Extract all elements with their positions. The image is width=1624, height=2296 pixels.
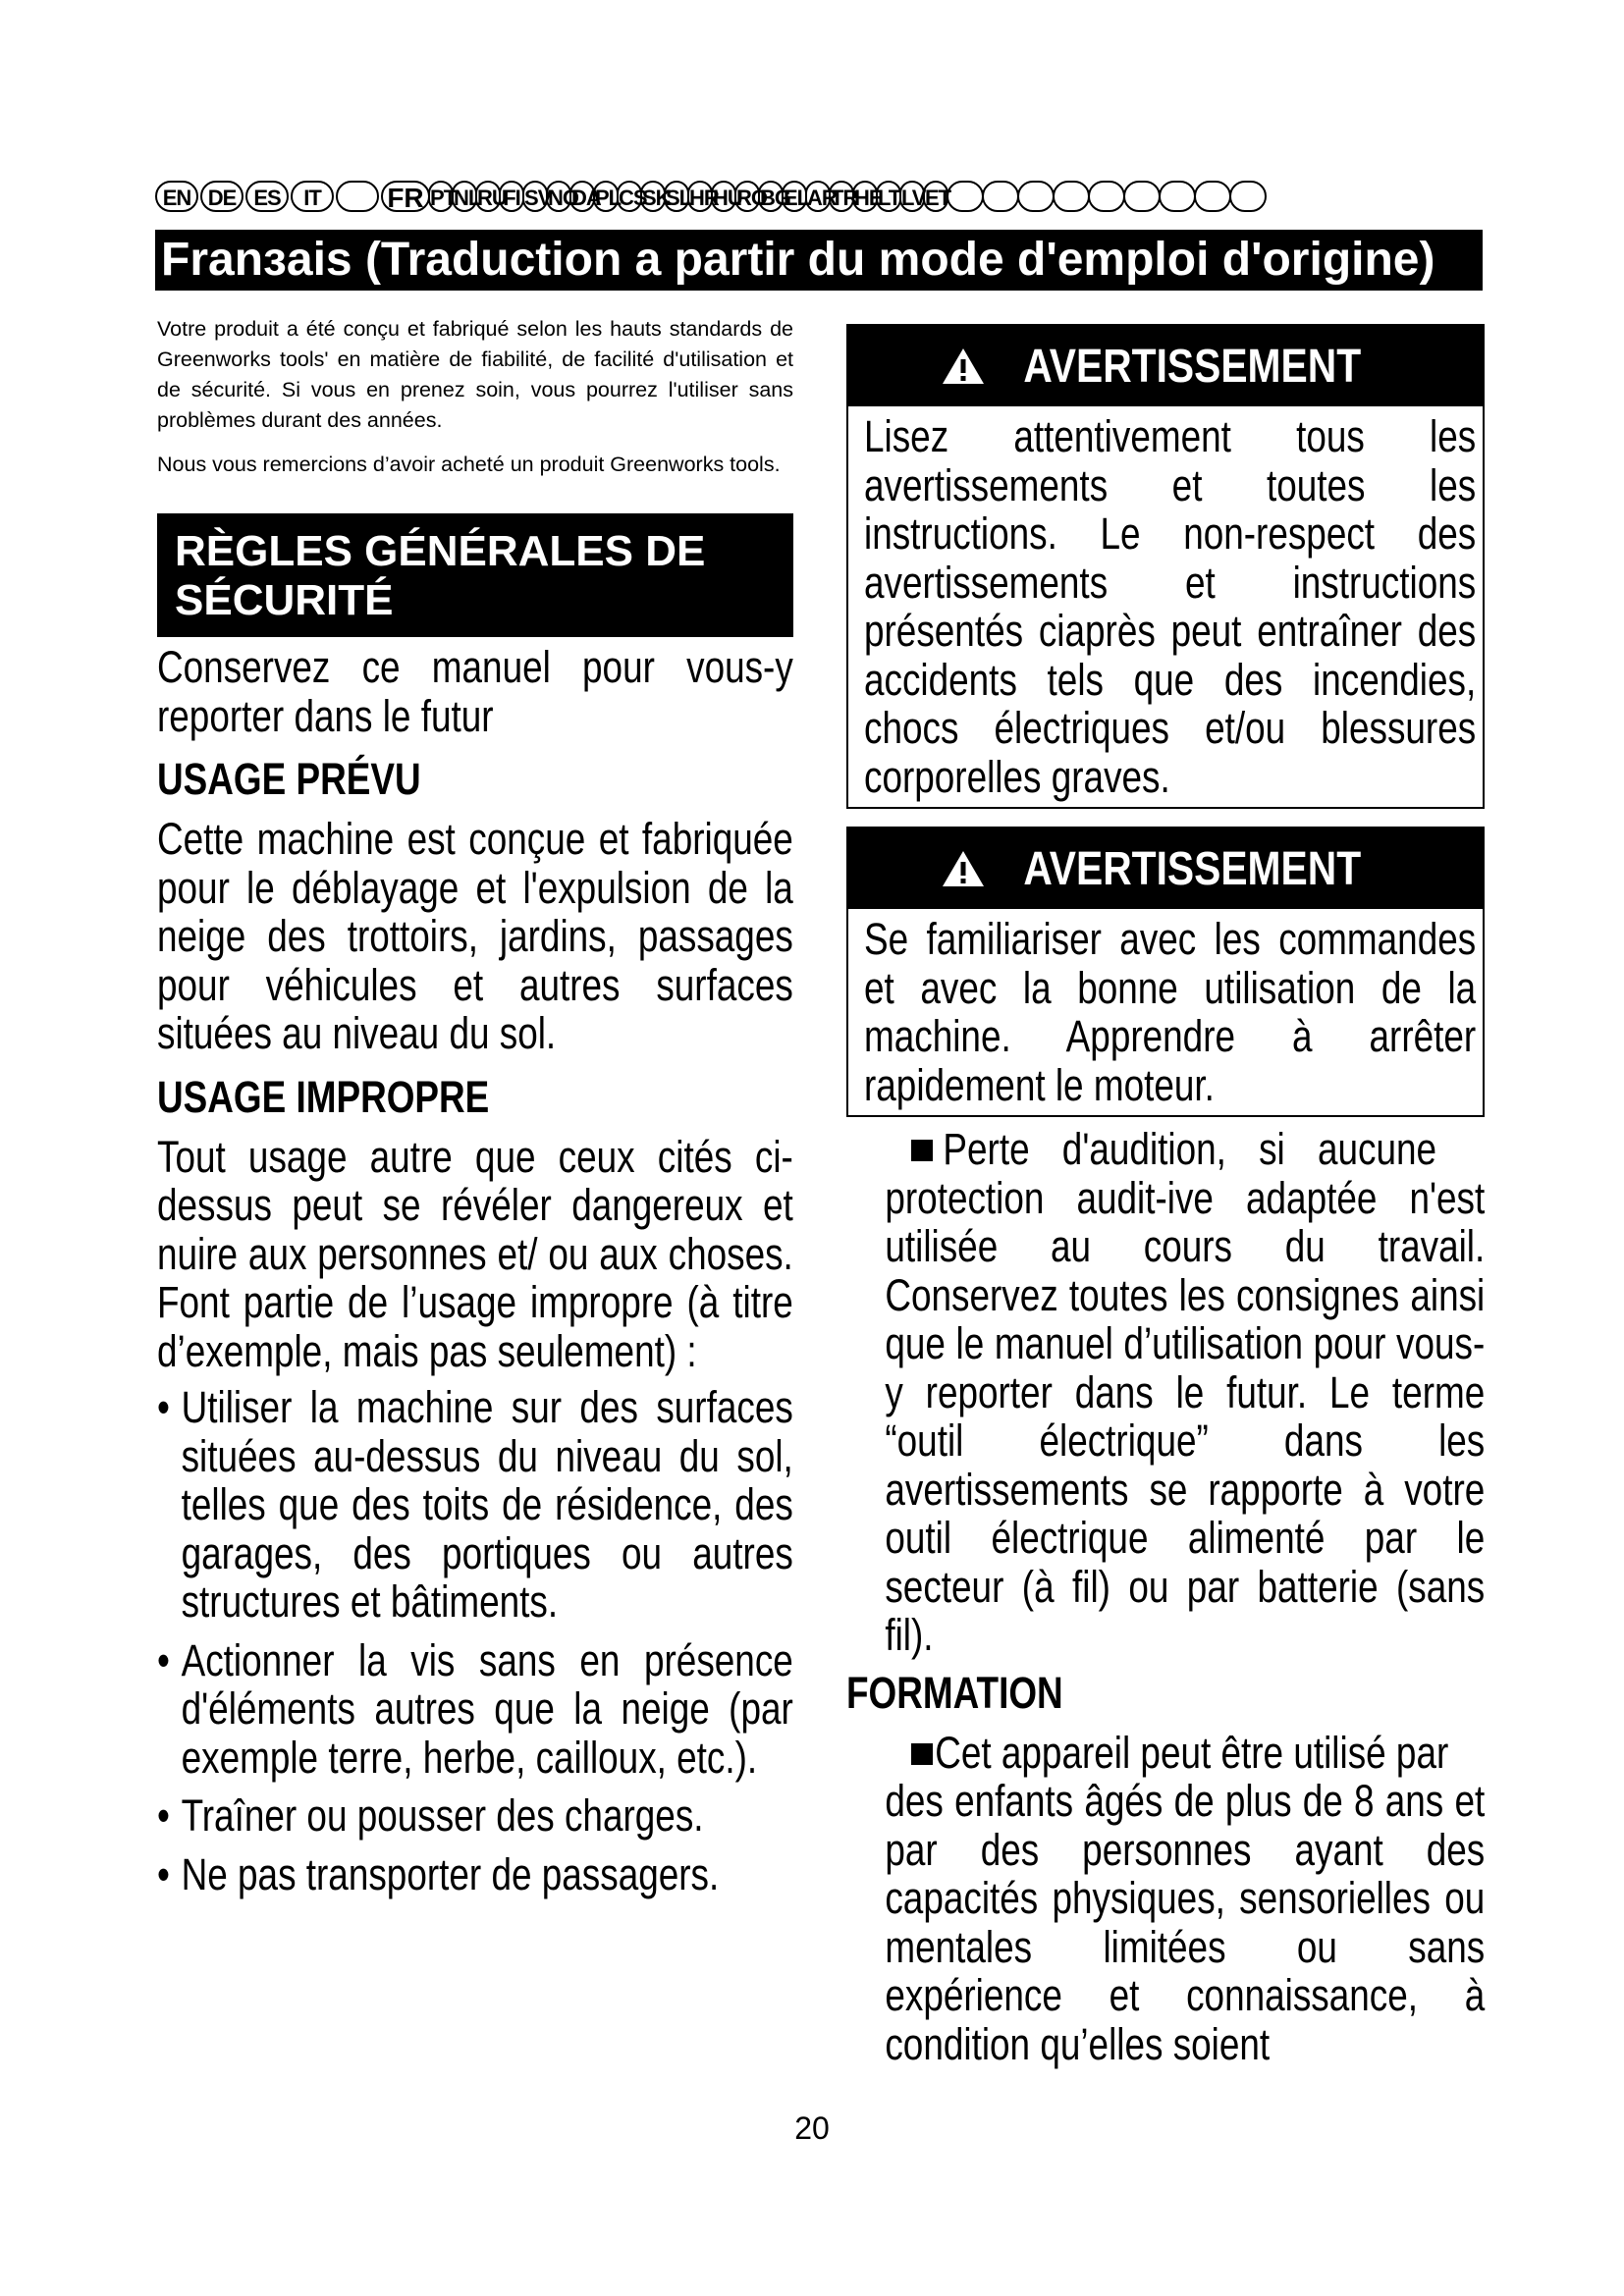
intro-paragraph: Votre produit a été conçu et fabriqué selon les hauts standards de Greenworks tools' en matière de fiabilité, de facilité d'utilisation et de sécurité. Si vous en prenez soin, vous pourrez l'utiliser sans problèmes durant des années. [157,317,793,432]
language-tab[interactable] [336,181,379,212]
language-tab[interactable] [1017,181,1055,212]
list-item: • Traîner ou pousser des charges. [157,1791,793,1841]
usage-prevu-heading: USAGE PRÉVU [157,754,421,804]
language-tab[interactable]: RO [734,181,760,212]
usage-prevu-text: Cette machine est conçue et fabriquée pour le déblayage et l'expulsion de la neige des trottoirs, jardins, passages pour véhicules et autres surfaces situées au niveau du sol. [157,814,793,1058]
language-tab[interactable]: BG [758,181,784,212]
formation-first-line: Cet appareil peut être utilisé par [935,1727,1449,1778]
language-tab[interactable] [982,181,1019,212]
list-item: • Ne pas transporter de passagers. [157,1850,793,1899]
general-safety-rules-banner [157,513,793,637]
language-tab[interactable]: DA [569,181,595,212]
left-column [157,314,793,1898]
warning-text: Se familiariser avec les commandes et avec la bonne utilisation de la machine. Apprendre à arrêter rapidement le moteur. [864,914,1477,1110]
language-tab[interactable]: LV [899,181,925,212]
warning-header [848,828,1483,909]
language-tab[interactable]: HU [711,181,736,212]
warning-triangle-icon [941,347,986,386]
language-tab[interactable]: SL [664,181,689,212]
thank-you-paragraph: Nous vous remercions d’avoir acheté un produit Greenworks tools. [157,453,781,476]
language-tab[interactable]: DE [200,181,244,212]
usage-impropre-text: Tout usage autre que ceux cités ci-dessus peut se révéler dangereux et nuire aux personnes et/ ou aux choses. Font partie de l’usage impropre (à titre d’exemple, mais pas seulement) : [157,1131,793,1376]
usage-impropre-heading: USAGE IMPROPRE [157,1071,490,1122]
language-tab[interactable]: ES [245,181,289,212]
language-tab[interactable]: CS [617,181,642,212]
language-tab[interactable]: AR [805,181,831,212]
language-tab[interactable]: PL [593,181,619,212]
keep-manual-text: Conservez ce manuel pour vous-y reporter dans le futur [157,642,793,741]
language-tab[interactable] [1123,181,1161,212]
language-tab[interactable]: RU [475,181,501,212]
language-tab[interactable]: IT [291,181,334,212]
improper-use-list [157,1383,793,1898]
warning-text: Lisez attentivement tous les avertissements et toutes les instructions. Le non-respect des avertissements et instructions présentés ciaprès peut entraîner des accidents tels que des incendies, chocs électriques et/ou blessures corporelles graves. [864,411,1477,802]
right-column [846,324,1485,2068]
hearing-loss-first-line: Perte d'audition, si aucune [943,1124,1437,1174]
language-tab[interactable]: HE [852,181,878,212]
language-tab[interactable]: HR [687,181,713,212]
formation-text: des enfants âgés de plus de 8 ans et par des personnes ayant des capacités physiques, sensorielles ou mentales limitées ou sans expérience et connaissance, à condition qu’elles soient [885,1776,1486,2069]
language-tab[interactable]: EL [782,181,807,212]
warning-box-2 [846,827,1485,1117]
language-tab[interactable]: TR [829,181,854,212]
language-tab[interactable]: FI [499,181,524,212]
warning-box-1 [846,324,1485,809]
formation-item [846,1729,1485,2069]
warning-label: AVERTISSEMENT [1023,842,1361,895]
language-tab[interactable]: ET [923,181,948,212]
language-tab[interactable] [1159,181,1196,212]
language-tab[interactable]: SV [522,181,548,212]
language-tab[interactable] [947,181,984,212]
language-tab[interactable] [1088,181,1125,212]
language-tab[interactable]: NL [452,181,477,212]
section-title-line-1: RÈGLES GÉNÉRALES DE [175,527,706,575]
hearing-loss-item [846,1125,1485,1660]
language-tab[interactable]: LT [876,181,901,212]
list-item: • Actionner la vis sans en présence d'éléments autres que la neige (par exemple terre, herbe, cailloux, etc.). [157,1636,793,1783]
page-title: Franзais (Traduction a partir du mode d'emploi d'origine) [155,230,1483,291]
list-item: • Utiliser la machine sur des surfaces situées au-dessus du niveau du sol, telles que des toits de résidence, des garages, des portiques ou autres structures et bâtiments. [157,1383,793,1627]
language-tab[interactable]: PT [428,181,454,212]
language-tab[interactable]: NO [546,181,571,212]
language-tab[interactable]: SK [640,181,666,212]
language-tab[interactable]: FR [381,181,430,212]
language-tab[interactable] [1194,181,1231,212]
hearing-loss-text: protection audit-ive adaptée n'est utilisée au cours du travail. Conservez toutes les consignes ainsi que le manuel d’utilisation pour vous-y reporter dans le futur. Le terme “outil électrique” dans les avertissements se rapporte à votre outil électrique alimenté par le secteur (à fil) ou par batterie (sans fil). [885,1172,1486,1660]
warning-triangle-icon [941,849,986,888]
section-title-line-2: SÉCURITÉ [175,576,394,624]
language-tab[interactable] [1053,181,1090,212]
page-number: 20 [794,2110,830,2146]
warning-header [848,326,1483,406]
formation-heading: FORMATION [846,1667,1063,1718]
language-tab[interactable]: EN [155,181,198,212]
language-tab-strip [155,177,1481,222]
warning-label: AVERTISSEMENT [1023,340,1361,393]
language-tab[interactable] [1229,181,1267,212]
